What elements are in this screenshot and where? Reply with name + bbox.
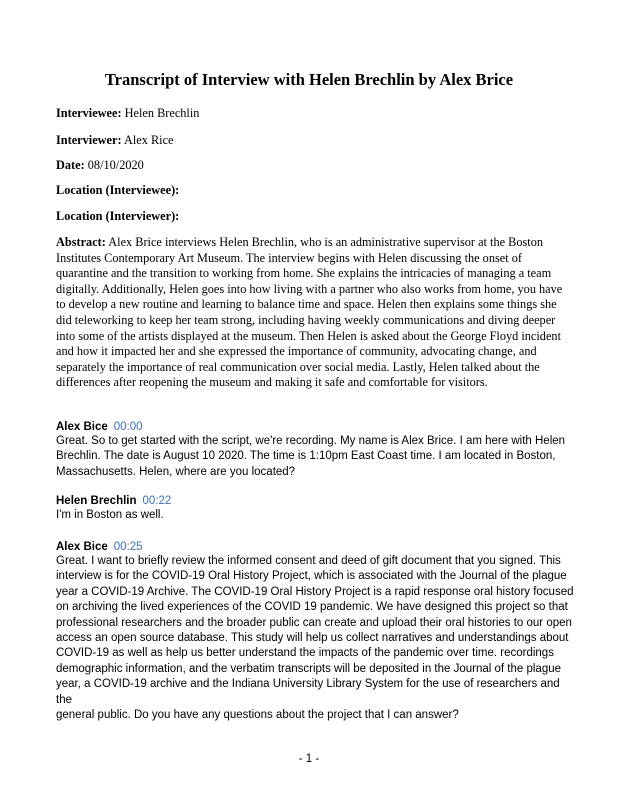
speaker-header — [56, 494, 171, 508]
interviewee-label: Interviewee: — [56, 106, 122, 120]
utterance-text: Great. So to get started with the script, we're recording. My name is Alex Brice. I am here with Helen Brechlin. The date is August 10 2020. The time is 1:10pm East Coast time. I am located in Boston, Massachusetts. Helen, where are you located? — [56, 435, 566, 478]
speaker-name: Alex Bice — [56, 541, 108, 553]
date-value: 08/10/2020 — [87, 158, 144, 172]
abstract-text: Alex Brice interviews Helen Brechlin, who is an administrative supervisor at the Boston Institutes Contemporary Art Museum. The interview begins with Helen discussing the onset of quarantine and the transition to working from home. She explains the intricacies of managing a team digitally. Additionally, Helen goes into how living with a partner who also works from home, you have to develop a new routine and learning to balance time and space. Helen then explains some things she did teleworking to keep her team strong, including having weekly communications and diving deeper into some of the artists displayed at the museum. Then Helen is asked about the George Floyd incident and how it impacted her and she expressed the importance of community, advocating change, and separately the importance of real communication over social media. Lastly, Helen talked about the differences after reopening the museum and making it safe and comfortable for visitors. — [56, 235, 563, 390]
page-number: - 1 - — [298, 753, 320, 765]
interviewer-value: Alex Rice — [123, 133, 174, 147]
interviewee-line — [56, 106, 576, 121]
location-interviewer-line — [56, 209, 576, 224]
abstract-label: Abstract: — [56, 235, 106, 249]
utterance-text: Great. I want to briefly review the informed consent and deed of gift document that you signed. This interview is for the COVID-19 Oral History Project, which is associated with the Journal of the plague year a COVID-19 Archive. The COVID-19 Oral History Project is a rapid response oral history focused on archiving the lived experiences of the COVID 19 pandemic. We have designed this project so that professional researchers and the broader public can create and upload their oral histories to our open access an open source database. This study will help us collect narratives and understandings about COVID-19 as well as help us better understand the impacts of the pandemic over time. recordings demographic information, and the verbatim transcripts will be deposited in the Journal of the plague year, a COVID-19 archive and the Indiana University Library System for the use of researchers and the general public. Do you have any questions about the project that I can answer? — [56, 555, 574, 722]
timestamp-link[interactable]: 00:00 — [113, 421, 143, 433]
timestamp-link[interactable]: 00:22 — [142, 495, 172, 507]
speaker-name: Helen Brechlin — [56, 495, 137, 507]
interviewer-label: Interviewer: — [56, 133, 122, 147]
date-label: Date: — [56, 158, 85, 172]
speaker-header — [56, 420, 143, 434]
abstract-paragraph — [56, 235, 576, 391]
location-interviewee-label: Location (Interviewee): — [56, 183, 180, 197]
interviewee-value: Helen Brechlin — [124, 106, 200, 120]
speaker-name: Alex Bice — [56, 421, 108, 433]
location-interviewer-label: Location (Interviewer): — [56, 209, 180, 223]
timestamp-link[interactable]: 00:25 — [113, 541, 143, 553]
utterance-text: I'm in Boston as well. — [56, 509, 164, 521]
interviewer-line — [56, 133, 576, 148]
speaker-header — [56, 540, 143, 554]
date-line — [56, 158, 576, 173]
location-interviewee-line — [56, 183, 576, 198]
document-title: Transcript of Interview with Helen Brechlin by Alex Brice — [104, 70, 514, 89]
